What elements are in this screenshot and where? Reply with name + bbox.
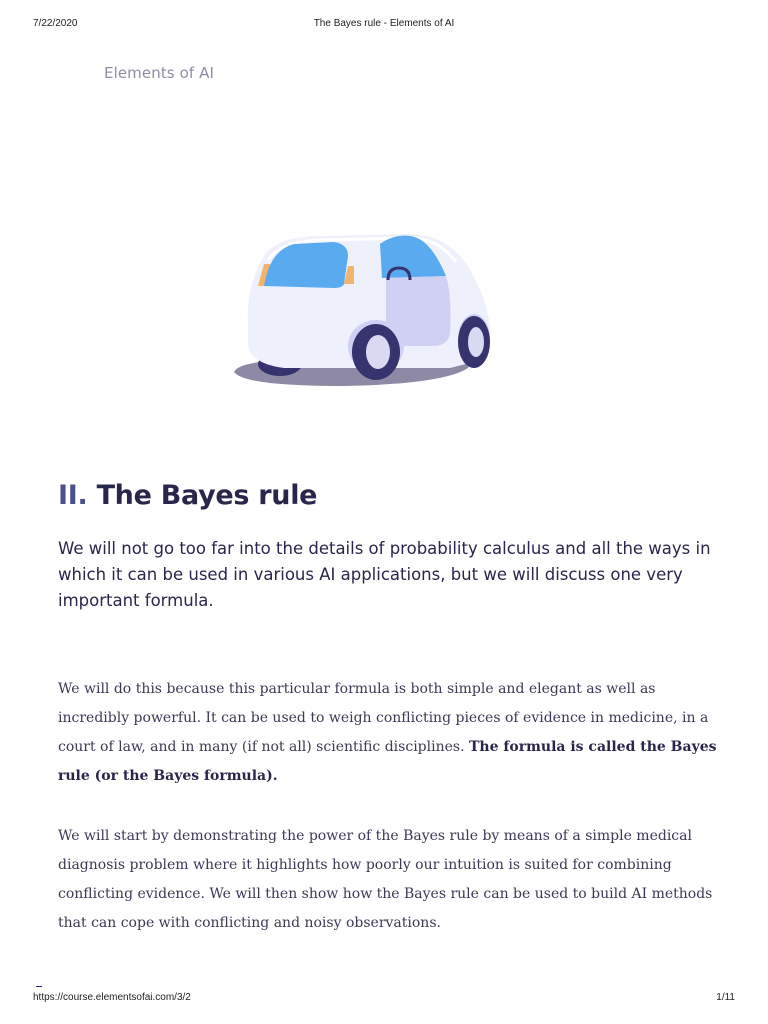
section-title-text: The Bayes rule [96, 480, 318, 511]
body-paragraph [58, 675, 718, 791]
paragraph-text: We will start by demonstrating the power of the Bayes rule by means of a simple medical diagnosis problem where it highlights how poorly our intuition is suited for combining conflicting evidence. We will then show how the Bayes rule can be used to build AI methods that can cope with conflicting and noisy observations. [58, 828, 713, 931]
lead-paragraph: We will not go too far into the details of probability calculus and all the ways in which it can be used in various AI applications, but we will discuss one very important formula. [58, 539, 711, 610]
paragraph-text: We will do this because this particular formula is both simple and elegant as well as incredibly powerful. It can be used to weigh conflicting pieces of evidence in medicine, in a court of law, and in many (if not all) scientific disciplines. [58, 681, 709, 755]
print-url: https://course.elementsofai.com/3/2 [33, 992, 191, 1003]
print-header [33, 18, 735, 32]
car-illustration-icon [224, 226, 504, 396]
brand-logo[interactable]: Elements of AI [104, 64, 214, 82]
footer-mark [36, 986, 42, 987]
page-number: 1/11 [716, 992, 735, 1003]
print-date: 7/22/2020 [33, 18, 78, 29]
bold-statement: The formula is called the Bayes rule (or the Bayes formula). [58, 739, 717, 784]
print-footer [33, 992, 735, 1006]
section-number: II. [58, 480, 88, 511]
print-page-title: The Bayes rule - Elements of AI [313, 18, 455, 29]
body-paragraph [58, 822, 718, 938]
section-title [58, 480, 317, 511]
